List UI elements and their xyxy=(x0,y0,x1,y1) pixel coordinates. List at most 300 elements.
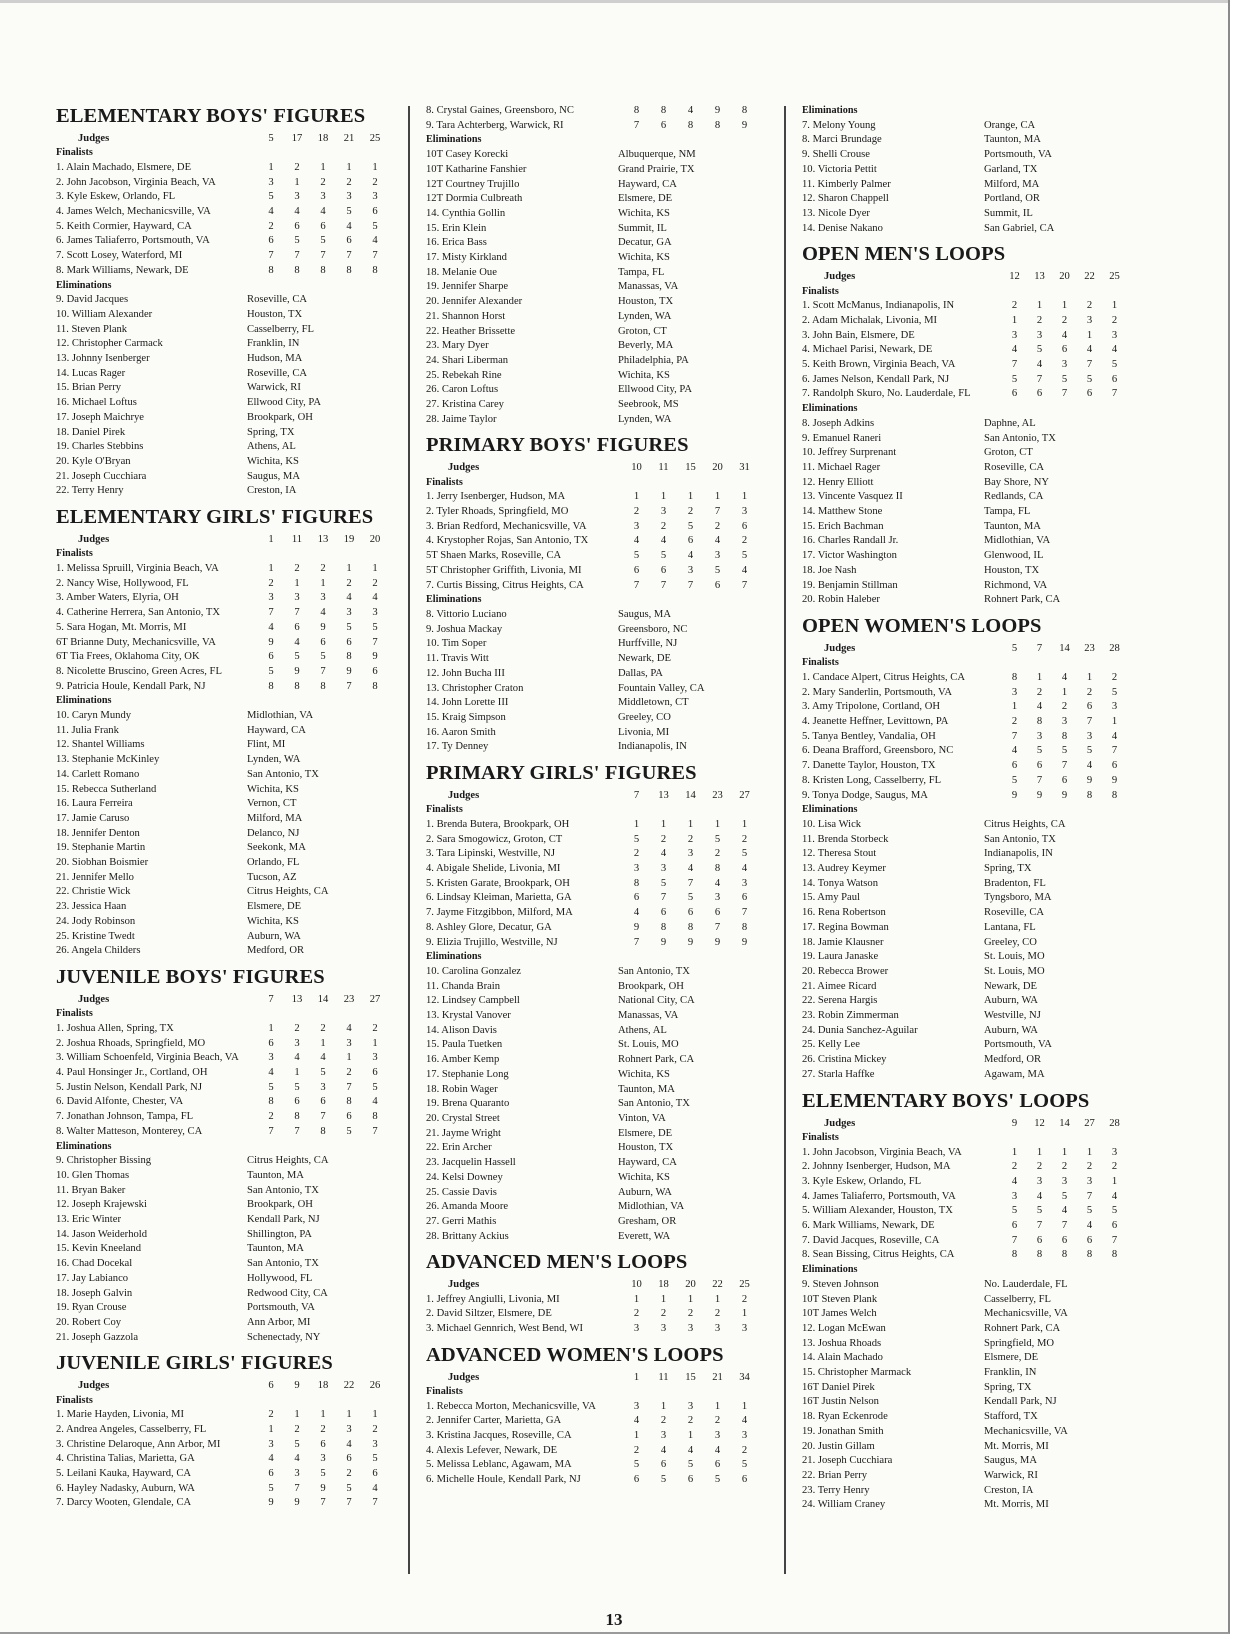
placement-score: 8 xyxy=(320,1125,326,1137)
finalist-row xyxy=(426,564,758,579)
placement-score: 4 xyxy=(294,1453,300,1465)
placement-score: 7 xyxy=(320,1111,326,1123)
placement-score: 7 xyxy=(320,665,326,677)
placement-score: 5 xyxy=(714,1474,721,1486)
skater-name: 10T Katharine Fanshier xyxy=(426,163,527,175)
finalist-row xyxy=(56,577,388,592)
placement-score: 6 xyxy=(660,564,667,576)
placement-score: 8 xyxy=(741,105,748,116)
judge-number: 12 xyxy=(1009,271,1020,283)
skater-name: 15. Paula Tuetken xyxy=(426,1039,503,1051)
skater-location: Seebrook, MS xyxy=(618,399,679,411)
skater-location: Citrus Heights, CA xyxy=(984,818,1066,830)
finalist-name: 2. Sara Smogowicz, Groton, CT xyxy=(426,833,563,845)
skater-name: 16. Erica Bass xyxy=(426,237,487,249)
placement-score: 2 xyxy=(660,833,667,845)
skater-location: Wichita, KS xyxy=(247,915,299,927)
placement-score: 1 xyxy=(687,818,694,830)
skater-location: Middletown, CT xyxy=(618,697,689,709)
placement-score: 5 xyxy=(346,206,352,218)
placement-score: 5 xyxy=(714,833,721,845)
placement-score: 7 xyxy=(1036,1220,1043,1232)
skater-name: 19. Charles Stebbins xyxy=(56,441,144,453)
placement-score: 5 xyxy=(1086,373,1093,385)
placement-score: 6 xyxy=(660,907,667,919)
placement-score: 1 xyxy=(268,1423,274,1435)
placement-score: 1 xyxy=(714,1293,721,1305)
placement-score: 1 xyxy=(1061,300,1068,312)
finalist-row xyxy=(802,671,1127,686)
judge-number: 9 xyxy=(1011,1117,1018,1129)
placement-score: 9 xyxy=(346,665,352,677)
eliminated-skater-row xyxy=(426,1200,758,1215)
placement-score: 1 xyxy=(372,161,378,173)
placement-score: 7 xyxy=(1011,1234,1018,1246)
finalist-name: 5. Sara Hogan, Mt. Morris, MI xyxy=(56,621,187,633)
skater-location: Milford, MA xyxy=(984,178,1040,190)
finalists-label: Finalists xyxy=(56,1008,93,1020)
finalist-name: 5. Justin Nelson, Kendall Park, NJ xyxy=(56,1081,202,1093)
judge-placements xyxy=(258,1452,388,1467)
placement-score: 2 xyxy=(714,848,721,860)
eliminated-skater-row xyxy=(802,461,1127,476)
eliminated-skater-row xyxy=(426,726,758,741)
skater-location: Tampa, FL xyxy=(618,266,665,278)
eliminated-skater-row xyxy=(802,1484,1127,1499)
finalist-row xyxy=(56,1037,388,1052)
placement-score: 3 xyxy=(660,1429,667,1441)
skater-location: Bay Shore, NY xyxy=(984,476,1050,488)
placement-score: 3 xyxy=(346,1423,352,1435)
skater-location: Medford, OR xyxy=(984,1054,1042,1066)
skater-name: 16. Aaron Smith xyxy=(426,726,496,738)
finalist-row xyxy=(56,591,388,606)
skater-location: Saugus, MA xyxy=(247,470,300,482)
placement-score: 3 xyxy=(346,1037,352,1049)
placement-score: 8 xyxy=(320,680,326,692)
judge-number: 18 xyxy=(658,1279,669,1291)
finalist-row xyxy=(802,1219,1127,1234)
placement-score: 1 xyxy=(1086,1146,1093,1158)
judge-placements xyxy=(258,680,388,695)
placement-score: 4 xyxy=(714,877,721,889)
eliminated-skater-row xyxy=(802,877,1127,892)
eliminated-skater-row xyxy=(56,841,388,856)
skater-name: 22. Heather Brissette xyxy=(426,325,516,337)
placement-score: 9 xyxy=(714,936,721,948)
eliminated-skater-row xyxy=(802,818,1127,833)
skater-location: Lantana, FL xyxy=(984,921,1036,933)
eliminated-skater-row xyxy=(426,339,758,354)
placement-score: 2 xyxy=(1086,300,1093,312)
placement-score: 5 xyxy=(372,220,378,232)
finalist-row xyxy=(802,387,1127,402)
skater-name: 14. Lucas Rager xyxy=(56,367,126,379)
skater-name: 26. Amanda Moore xyxy=(426,1201,509,1213)
eliminated-skater-row xyxy=(56,411,388,426)
finalist-name: 3. William Schoenfeld, Virginia Beach, VA xyxy=(56,1052,239,1064)
eliminated-skater-row xyxy=(802,534,1127,549)
finalist-name: 2. Adam Michalak, Livonia, MI xyxy=(802,314,938,326)
eliminated-skater-row xyxy=(56,724,388,739)
finalist-name: 2. Jennifer Carter, Marietta, GA xyxy=(426,1415,562,1427)
judge-numbers xyxy=(623,1277,758,1292)
skater-location: Mt. Morris, MI xyxy=(984,1440,1049,1452)
event-section xyxy=(426,1343,758,1488)
placement-score: 5 xyxy=(741,1459,748,1471)
judge-number: 31 xyxy=(739,462,750,474)
placement-score: 4 xyxy=(660,848,667,860)
eliminated-skater-row xyxy=(56,470,388,485)
skater-name: 22. Erin Archer xyxy=(426,1142,492,1154)
judge-placements xyxy=(258,636,388,651)
eliminated-skater-row xyxy=(426,1112,758,1127)
placement-score: 5 xyxy=(687,1459,694,1471)
eliminated-skater-row xyxy=(802,119,1127,134)
judge-number: 10 xyxy=(631,462,642,474)
judges-label: Judges xyxy=(824,1117,856,1129)
event-title: OPEN WOMEN'S LOOPS xyxy=(802,615,1042,637)
placement-score: 9 xyxy=(294,1497,300,1509)
placement-score: 6 xyxy=(346,1111,352,1123)
event-section xyxy=(426,761,758,1244)
judge-number: 15 xyxy=(685,1371,696,1383)
finalist-name: 8. Ashley Glore, Decatur, GA xyxy=(426,921,552,933)
placement-score: 6 xyxy=(372,206,378,218)
finalist-row xyxy=(802,314,1127,329)
skater-location: Citrus Heights, CA xyxy=(247,886,329,898)
finalist-row xyxy=(56,1125,388,1140)
skater-location: Summit, IL xyxy=(618,222,667,234)
skater-location: Greeley, CO xyxy=(618,711,671,723)
finalist-row xyxy=(56,636,388,651)
placement-score: 9 xyxy=(714,105,721,116)
skater-name: 25. Rebekah Rine xyxy=(426,369,502,381)
skater-name: 14. Tonya Watson xyxy=(802,877,878,889)
placement-score: 1 xyxy=(1011,314,1018,326)
finalists-label: Finalists xyxy=(426,476,463,488)
eliminated-skater-row xyxy=(426,266,758,281)
placement-score: 6 xyxy=(372,1468,378,1480)
placement-score: 5 xyxy=(1111,686,1118,698)
skater-location: Wichita, KS xyxy=(618,369,670,381)
judges-label: Judges xyxy=(448,790,480,802)
judge-placements xyxy=(258,665,388,680)
placement-score: 7 xyxy=(372,1497,378,1509)
finalist-name: 2. John Jacobson, Virginia Beach, VA xyxy=(56,176,216,188)
placement-score: 2 xyxy=(687,1308,694,1320)
placement-score: 3 xyxy=(741,877,748,889)
placement-score: 8 xyxy=(633,105,640,116)
placement-score: 1 xyxy=(660,1293,667,1305)
judge-placements xyxy=(258,606,388,621)
judge-placements xyxy=(258,1438,388,1453)
placement-score: 1 xyxy=(346,562,352,574)
eliminated-skater-row xyxy=(802,579,1127,594)
judge-number: 7 xyxy=(268,993,274,1005)
placement-score: 6 xyxy=(714,1459,721,1471)
eliminated-skater-row xyxy=(426,682,758,697)
judge-placements xyxy=(258,205,388,220)
placement-score: 2 xyxy=(1111,1161,1118,1173)
finalists-label: Finalists xyxy=(802,657,839,669)
placement-score: 9 xyxy=(320,621,326,633)
skater-location: Saugus, MA xyxy=(984,1455,1037,1467)
placement-score: 5 xyxy=(346,1125,352,1137)
results-column-3 xyxy=(802,104,1127,1513)
placement-score: 2 xyxy=(633,1444,640,1456)
placement-score: 5 xyxy=(346,1482,352,1494)
skater-location: Houston, TX xyxy=(247,308,303,320)
eliminated-skater-row xyxy=(56,900,388,915)
placement-score: 6 xyxy=(1086,388,1093,400)
skater-location: Auburn, WA xyxy=(247,930,301,942)
placement-score: 3 xyxy=(294,191,300,203)
eliminated-skater-row xyxy=(56,915,388,930)
skater-name: 15. Erich Bachman xyxy=(802,520,884,532)
judges-row xyxy=(56,992,388,1007)
placement-score: 1 xyxy=(660,1400,667,1412)
placement-score: 5 xyxy=(633,550,640,562)
placement-score: 7 xyxy=(372,1125,378,1137)
placement-score: 4 xyxy=(346,1438,352,1450)
finalist-name: 7. Darcy Wooten, Glendale, CA xyxy=(56,1497,192,1509)
placement-score: 8 xyxy=(1061,1249,1068,1261)
eliminated-skater-row xyxy=(802,564,1127,579)
skater-location: National City, CA xyxy=(618,995,695,1007)
judge-number: 13 xyxy=(291,993,303,1005)
placement-score: 6 xyxy=(687,1474,694,1486)
skater-name: 16. Amber Kemp xyxy=(426,1054,500,1066)
eliminated-skater-row xyxy=(802,1440,1127,1455)
eliminated-skater-row xyxy=(426,696,758,711)
skater-location: Dallas, PA xyxy=(618,667,663,679)
placement-score: 8 xyxy=(372,264,378,276)
placement-score: 7 xyxy=(372,250,378,262)
placement-score: 6 xyxy=(1086,1234,1093,1246)
skater-name: 20. Robin Haleber xyxy=(802,594,880,606)
placement-score: 5 xyxy=(687,892,694,904)
eliminated-skater-row xyxy=(802,921,1127,936)
placement-score: 1 xyxy=(633,1429,640,1441)
placement-score: 4 xyxy=(714,535,721,547)
placement-score: 6 xyxy=(1111,1220,1118,1232)
skater-name: 14. Jason Weiderhold xyxy=(56,1228,148,1240)
placement-score: 8 xyxy=(660,105,667,116)
placement-score: 4 xyxy=(687,105,694,116)
finalist-name: 4. Alexis Lefever, Newark, DE xyxy=(426,1444,558,1456)
eliminated-skater-row xyxy=(426,1024,758,1039)
placement-score: 1 xyxy=(294,577,300,589)
placement-score: 4 xyxy=(660,1444,667,1456)
eliminated-skater-row xyxy=(56,797,388,812)
eliminated-skater-row xyxy=(802,1395,1127,1410)
skater-location: Manassas, VA xyxy=(618,281,679,293)
placement-score: 1 xyxy=(1111,716,1118,728)
skater-name: 16. Laura Ferreira xyxy=(56,798,133,810)
judge-placements xyxy=(1002,373,1127,388)
skater-location: Flint, MI xyxy=(247,739,286,751)
judge-placements xyxy=(623,921,758,936)
eliminated-skater-row xyxy=(802,192,1127,207)
eliminated-skater-row xyxy=(426,667,758,682)
finalist-row xyxy=(426,1458,758,1473)
finalist-row xyxy=(56,1051,388,1066)
finalists-label: Finalists xyxy=(802,285,839,297)
judges-label: Judges xyxy=(824,643,856,654)
skater-location: Elsmere, DE xyxy=(618,1127,673,1139)
judge-placements xyxy=(1002,1248,1127,1263)
finalist-row xyxy=(56,1452,388,1467)
placement-score: 5 xyxy=(372,621,378,633)
placement-score: 9 xyxy=(1011,789,1018,801)
skater-name: 12T Dormia Culbreath xyxy=(426,193,523,205)
skater-name: 10. William Alexander xyxy=(56,308,153,320)
skater-location: Athens, AL xyxy=(247,441,296,453)
placement-score: 6 xyxy=(320,1438,326,1450)
judge-number: 20 xyxy=(1059,271,1070,283)
finalist-row xyxy=(56,176,388,191)
placement-score: 6 xyxy=(633,1474,640,1486)
skater-name: 24. Jody Robinson xyxy=(56,915,136,927)
eliminated-skater-row xyxy=(802,1425,1127,1440)
skater-name: 13. Eric Winter xyxy=(56,1214,121,1226)
judge-number: 7 xyxy=(633,790,640,802)
eliminated-skater-row xyxy=(802,1278,1127,1293)
placement-score: 9 xyxy=(741,936,748,948)
skater-location: San Gabriel, CA xyxy=(984,222,1055,234)
eliminated-skater-row xyxy=(56,1257,388,1272)
placement-score: 3 xyxy=(294,592,300,604)
judge-number: 18 xyxy=(317,1380,329,1392)
eliminated-skater-row xyxy=(426,1186,758,1201)
placement-score: 1 xyxy=(714,818,721,830)
judge-placements xyxy=(623,119,758,134)
placement-score: 2 xyxy=(741,1293,748,1305)
eliminated-skater-row xyxy=(802,936,1127,951)
placement-score: 8 xyxy=(687,119,694,131)
placement-score: 3 xyxy=(1036,329,1043,341)
eliminated-skater-row xyxy=(802,1024,1127,1039)
skater-location: Saugus, MA xyxy=(618,609,671,620)
skater-name: 13. Christopher Craton xyxy=(426,682,524,694)
skater-name: 15. Kevin Kneeland xyxy=(56,1243,142,1255)
finalist-name: 6. Mark Williams, Newark, DE xyxy=(802,1220,935,1232)
judge-number: 23 xyxy=(712,790,723,802)
skater-name: 18. Robin Wager xyxy=(426,1083,498,1095)
placement-score: 1 xyxy=(741,818,748,830)
finalist-row xyxy=(56,1022,388,1037)
skater-location: Bradenton, FL xyxy=(984,877,1046,889)
skater-location: Livonia, MI xyxy=(618,726,670,738)
finalist-row xyxy=(426,1473,758,1488)
skater-location: Taunton, MA xyxy=(984,520,1041,532)
placement-score: 5 xyxy=(346,621,352,633)
judge-numbers xyxy=(623,1370,758,1385)
finalist-name: 8. Walter Matteson, Monterey, CA xyxy=(56,1125,203,1137)
placement-score: 5 xyxy=(1061,745,1068,757)
placement-score: 6 xyxy=(1111,373,1118,385)
finalist-row xyxy=(56,621,388,636)
eliminated-skater-row xyxy=(56,337,388,352)
placement-score: 3 xyxy=(320,1453,326,1465)
placement-score: 4 xyxy=(1111,344,1118,356)
judge-placements xyxy=(258,264,388,279)
skater-name: 10. Carolina Gonzalez xyxy=(426,965,522,977)
placement-score: 4 xyxy=(741,1415,748,1427)
eliminated-skater-row xyxy=(802,520,1127,535)
finalist-name: 9. Patricia Houle, Kendall Park, NJ xyxy=(56,680,206,692)
placement-score: 6 xyxy=(741,1474,748,1486)
judge-number: 27 xyxy=(739,790,750,802)
finalist-row xyxy=(56,665,388,680)
skater-location: Franklin, IN xyxy=(984,1367,1037,1379)
judge-placements xyxy=(1002,343,1127,358)
placement-score: 7 xyxy=(268,250,274,262)
finalist-name: 9. Tara Achterberg, Warwick, RI xyxy=(426,119,564,131)
placement-score: 6 xyxy=(1061,1234,1068,1246)
placement-score: 4 xyxy=(1086,344,1093,356)
finalist-name: 4. James Welch, Mechanicsville, VA xyxy=(56,206,211,218)
judge-number: 10 xyxy=(631,1279,642,1291)
placement-score: 5 xyxy=(1011,774,1018,786)
judge-placements xyxy=(258,591,388,606)
skater-name: 20. Justin Gillam xyxy=(802,1440,875,1452)
skater-name: 17. Jay Labianco xyxy=(56,1272,129,1284)
skater-location: Glenwood, IL xyxy=(984,550,1044,562)
placement-score: 3 xyxy=(741,1322,748,1334)
finalist-name: 6. David Alfonte, Chester, VA xyxy=(56,1096,184,1108)
finalist-row xyxy=(56,1408,388,1423)
placement-score: 5 xyxy=(320,1066,326,1078)
placement-score: 1 xyxy=(687,491,694,503)
judge-placements xyxy=(1002,700,1127,715)
eliminated-skater-row xyxy=(802,163,1127,178)
skater-name: 9. Joshua Mackay xyxy=(426,623,503,635)
placement-score: 3 xyxy=(1036,730,1043,742)
judge-number: 25 xyxy=(1109,271,1120,283)
eliminations-label: Eliminations xyxy=(802,804,858,816)
event-title: PRIMARY GIRLS' FIGURES xyxy=(426,762,697,785)
skater-name: 14. Alain Machado xyxy=(802,1352,883,1364)
placement-score: 6 xyxy=(741,892,748,904)
finalist-name: 3. John Bain, Elsmere, DE xyxy=(802,329,915,341)
judges-label: Judges xyxy=(78,534,110,546)
finalist-row xyxy=(56,1066,388,1081)
judge-number: 9 xyxy=(294,1380,300,1392)
placement-score: 5 xyxy=(1011,1205,1018,1217)
judge-placements xyxy=(623,818,758,833)
placement-score: 2 xyxy=(1061,701,1068,713)
finalist-name: 3. Brian Redford, Mechanicsville, VA xyxy=(426,520,587,532)
placement-score: 3 xyxy=(687,564,694,576)
finalist-name: 2. Tyler Rhoads, Springfield, MO xyxy=(426,506,569,518)
finalist-name: 3. Kyle Eskew, Orlando, FL xyxy=(802,1175,922,1187)
skater-name: 14. Cynthia Gollin xyxy=(426,207,506,219)
skater-location: Fountain Valley, CA xyxy=(618,682,705,694)
placement-score: 1 xyxy=(268,1022,274,1034)
placement-score: 1 xyxy=(633,491,640,503)
finalist-name: 3. Christine Delaroque, Ann Arbor, MI xyxy=(56,1438,221,1450)
finalist-name: 1. Brenda Butera, Brookpark, OH xyxy=(426,818,570,830)
skater-location: Vernon, CT xyxy=(247,798,297,810)
event-title: ELEMENTARY GIRLS' FIGURES xyxy=(56,506,374,529)
judge-number: 22 xyxy=(712,1279,723,1291)
placement-score: 5 xyxy=(633,1459,640,1471)
placement-score: 5 xyxy=(660,1474,667,1486)
eliminated-skater-row xyxy=(426,1038,758,1053)
placement-score: 7 xyxy=(1011,730,1018,742)
